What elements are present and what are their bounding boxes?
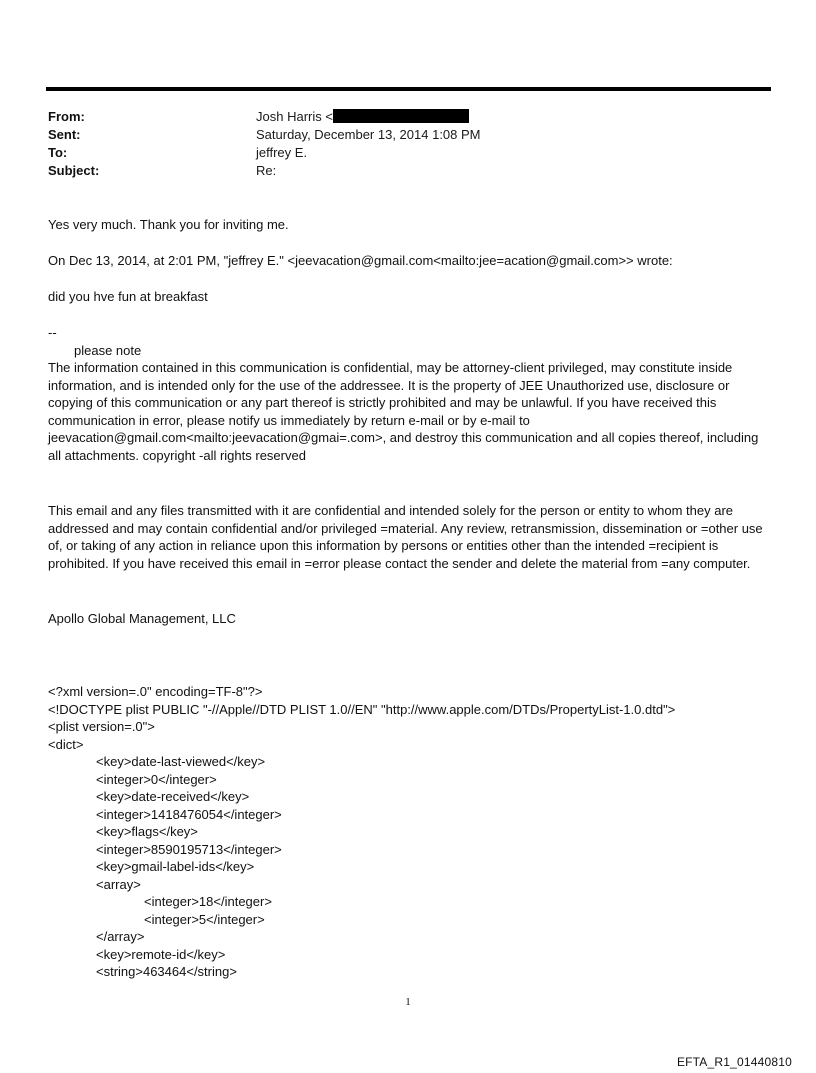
xml-line: <integer>5</integer> [144,911,265,927]
header-subject-label: Subject: [48,163,100,178]
xml-line: <string>463464</string> [96,964,237,979]
header-to-value: jeffrey E. [256,145,308,160]
company-name: Apollo Global Management, LLC [48,611,236,626]
xml-line: <key>flags</key> [96,824,198,839]
header-subject [48,162,481,180]
xml-line: <integer>8590195713</integer> [96,841,282,857]
header-from [48,108,481,126]
xml-line: <!DOCTYPE plist PUBLIC "-//Apple//DTD PLIST 1.0//EN" "http://www.apple.com/DTDs/PropertyList-1.0.dtd"> [48,701,676,717]
header-to [48,144,481,162]
confidentiality-notice: The information contained in this communication is confidential, may be attorney-client privileged, may constitute inside information, and is intended only for the use of the addressee. It is the property of JEE Unauthorized use, disclosure or copying of this communication or any part thereof is strictly prohibited and may be unlawful. If you have received this communication in error, please notify us immediately by return e-mail or by e-mail to jeevacation@gmail.com<mailto:jeevacation@gmai=.com>, and destroy this communication and all copies thereof, including all attachments. copyright -all rights reserved [48,360,759,463]
header-sent-label: Sent: [48,127,81,142]
xml-line: <key>date-received</key> [96,789,250,804]
xml-line: <array> [96,876,141,892]
xml-line: <key>date-last-viewed</key> [96,754,266,769]
redaction-box [333,109,469,123]
bates-number: EFTA_R1_01440810 [676,1055,792,1069]
header-from-label: From: [48,109,85,124]
header-to-label: To: [48,145,68,160]
header-sent [48,126,481,144]
xml-line: <integer>0</integer> [96,771,217,787]
quoted-message: did you hve fun at breakfast [48,289,208,304]
xml-line: <key>gmail-label-ids</key> [96,859,255,874]
xml-line: <integer>1418476054</integer> [96,806,282,822]
header-sent-value: Saturday, December 13, 2014 1:08 PM [256,127,481,142]
xml-line: <dict> [48,736,84,752]
xml-line: <key>remote-id</key> [96,946,226,962]
page-number: 1 [405,996,411,1008]
header-subject-value: Re: [256,163,277,178]
quote-intro: On Dec 13, 2014, at 2:01 PM, "jeffrey E." <jeevacation@gmail.com<mailto:jee=acation@gmail.com>> wrote: [48,253,673,268]
xml-line: <integer>18</integer> [144,894,272,909]
signature-separator: -- [48,325,57,340]
xml-line: <?xml version=.0" encoding=TF-8"?> [48,684,263,699]
plist-xml [48,683,675,981]
email-header [48,108,481,180]
header-from-value: Josh Harris < [256,109,333,124]
please-note: please note [74,343,142,358]
disclaimer: This email and any files transmitted with it are confidential and intended solely for the person or entity to whom they are addressed and may contain confidential and/or privileged =material. Any review, retransmission, dissemination or =other use of, or taking of any action in reliance upon this information by persons or entities other than the intended =recipient is prohibited. If you have received this email in =error please contact the sender and delete the material from =any computer. [48,503,763,571]
xml-line: <plist version=.0"> [48,719,155,734]
xml-line: </array> [96,929,145,944]
reply-text: Yes very much. Thank you for inviting me. [48,217,289,232]
top-rule [46,87,771,91]
